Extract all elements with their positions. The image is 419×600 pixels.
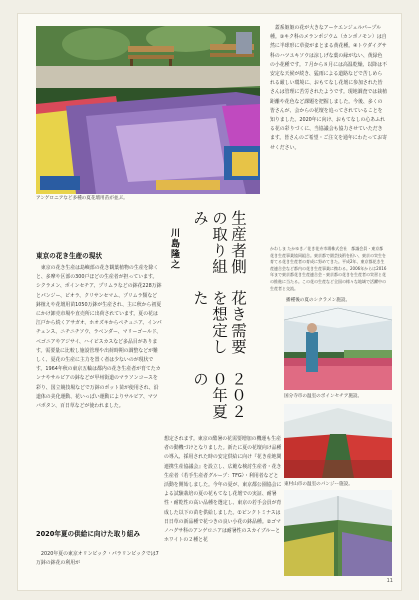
section-body-2020-supply bbox=[36, 550, 162, 578]
photo-greenhouse-pansy bbox=[284, 490, 392, 576]
article-title bbox=[190, 210, 247, 430]
cyclamen-greenhouse-illustration bbox=[284, 306, 392, 390]
author-note-text: かわしま たかゆき／花き花卉市場株式会社 都議会員・東京都花き生産事業協同組合。東京都で園芸技術を担い、東京の実生を育てる花き生産者の育成に努めてきた。平成2年、東京都花き生産連合会など都内の花き生産事業に携わる。2006年からは2016年まで東京都花き生産連合会・東京都の花きを生産者の実習と花の推進に当たる。この花の生産など全国の様々な地域で活躍中の生産者と交流。 bbox=[270, 246, 387, 291]
main-photo-caption: アンゲロニアなど多種の夏花壇用苗が並ぶ。 bbox=[36, 196, 128, 201]
section-heading-current-status: 東京の花き生産の現状 bbox=[36, 252, 102, 260]
poinsettia-greenhouse-illustration bbox=[284, 404, 392, 478]
paragraph: 2020年夏の東京オリンピック・パラリンピックでは7万鉢の鉢花の利用が bbox=[36, 551, 159, 567]
paragraph: 東京の花き生産は島嶼部の花き観葉植物の生産を除くと、多摩や区部の300戸ほどの生産者が担っています。シクラメン、ポインセチア、プリムラなどの鉢花228万鉢とパンジー、ビオラ、クリサンセマム、プリムラ類など鉢植えや花壇用苗1050万鉢が生産され、主に秋から初夏にかけ卸売市場や直売所に出荷されています。夏の花は江戸から続くアサガオ、ホオズキからペチュニア、インパチェンス、ニチニチソウ、ラベンダー、マリーゴールド、ベゴニアやアジサイ、ハイビスカスなど多品目があります。需要量に比較し施設管理や出荷時期の調整などが難しく、夏花の生産に主力を置く者は少ないのが現状です。1964年秋の東京五輪は都内の花き生産者が育てたカンナやサルビアの鉢などが甲州街道のマラソンコースを彩り、国立競技場などで万鉢のポット苗が使用され、沿道体の美化運動、花いっぱい運動によりサルビア、マツバボタン、百日草などが使われました。 bbox=[36, 265, 162, 410]
photo-greenhouse-poinsettia bbox=[284, 404, 392, 478]
section-heading-2020-supply: 2020年夏の供給に向けた取り組み bbox=[36, 530, 141, 538]
section-body-current-status bbox=[36, 264, 162, 526]
title-line-2: 花き需要を想定した bbox=[191, 290, 247, 355]
article-text-right-top bbox=[270, 24, 387, 240]
title-line-3: 生産者側の取り組み bbox=[191, 209, 247, 275]
flower-beds-illustration bbox=[36, 26, 260, 194]
main-photo-flower-beds bbox=[36, 26, 260, 194]
page-number: 11 bbox=[386, 578, 393, 584]
author-note bbox=[270, 246, 387, 296]
photo-right-1-caption: 播種後の夏のシクラメン施設。 bbox=[286, 298, 351, 303]
magazine-page bbox=[18, 14, 401, 590]
article-text-middle-bottom bbox=[164, 435, 282, 581]
photo-greenhouse-cyclamen bbox=[284, 306, 392, 390]
paragraph: 蓋系姫姫の花が大きなアーケエンジェルパープル種。③キク科のメランポジウム（カンポノモン）は自然に半球形に草姿がまとまる黄花種。④トウダイグサ科のハツユキソウは涼しげな葉の縁がない、黄緑色の小花種です。７月から８月には高温乾燥、以降は不安定な天候が続き、猛雨による道路などで苦しめられる厳しい環境に、おもてなし花壇に参加された皆さんは管理に苦労されたようです。現地調査では栽植距離や花色など課題を把握しました。今後、多くの皆さんが、会からの花壇を追ってされていることを知りました。2020年に向け、おもてなしの心あふれる花の彩りづくに、当協議会も協力させていただきます。皆さんのご希望・ご注文を通年にわたってお寄せください。 bbox=[270, 25, 387, 151]
title-line-1: ２０２０年夏の bbox=[191, 370, 247, 419]
photo-right-3-caption: 東村山市の温室のパンジー施設。 bbox=[284, 482, 353, 487]
photo-right-2-caption: 国分寺市の温室のポインセチア施設。 bbox=[284, 394, 363, 399]
paragraph: 想定されます。東京の酷暑の花需要増加の機運も生産者の動機づけとなりました。新たに夏の花壇向け品種の導入、採用された時の安定供給に向け『花き産地間連携生産協議会』を設立し、広範な検討生産者・花き生産者（若手生産者グループ：TFG）・利用者などと活動を開始しました。今年の夏が、東京都公園協会による試験栽培の夏の花もてなし花壇での実証、耐暑性・耐乾性の高い品種を選定し、東京の若手会員が育成した以下の苗を供給しました。①ピンクトミナスは日日草の新品種で花つきの良い小花の鉢品種。②ゴマノハグサ科のアンゲロニアは耐暑性のスカイブルーとホワイトの２種と花 bbox=[164, 436, 282, 544]
pansy-greenhouse-illustration bbox=[284, 490, 392, 576]
author-name: 川島隆之 bbox=[169, 228, 179, 270]
